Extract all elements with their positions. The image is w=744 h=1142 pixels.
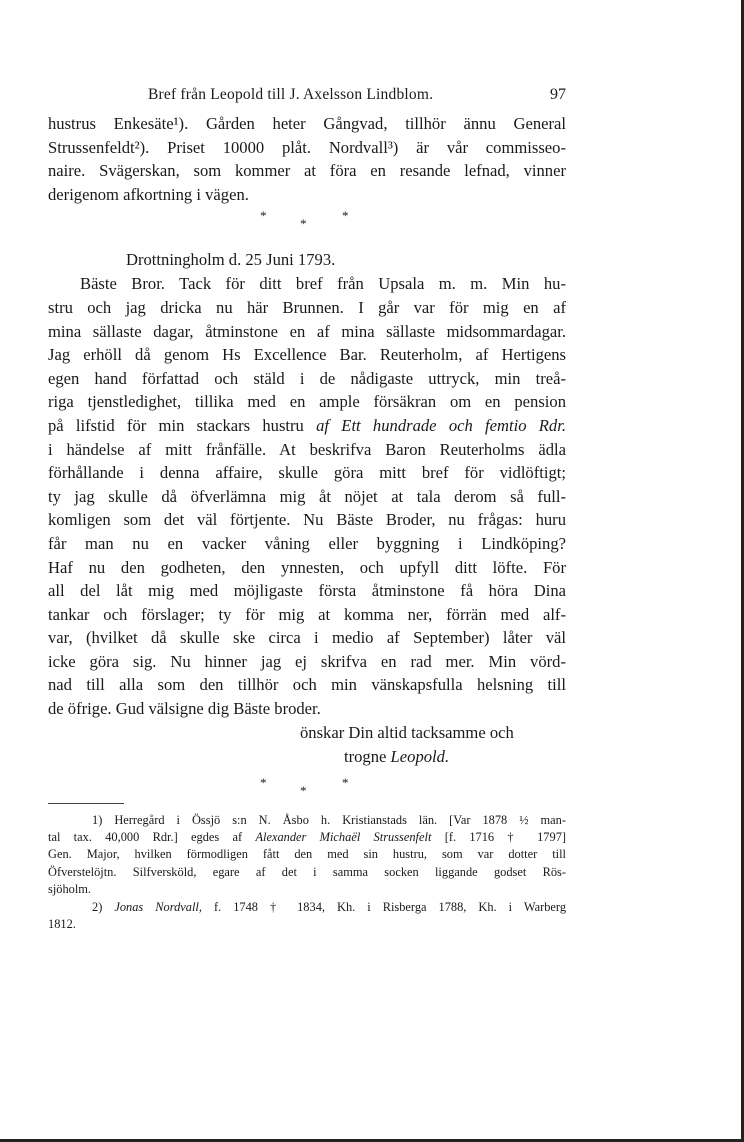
text-segment: f. 1748 † 1834, Kh. i Risberga 1788, Kh. i Warberg	[201, 899, 567, 914]
italic-amount: af Ett hundrade och femtio Rdr.	[316, 415, 566, 435]
text-line: i händelse af mitt frånfälle. At beskrifva Baron Reuterholms ädla	[48, 439, 566, 459]
asterisk: *	[342, 774, 349, 790]
footnote-line: sjöholm.	[48, 882, 92, 897]
asterisk: *	[260, 208, 267, 224]
asterisk: *	[300, 782, 307, 798]
letter-dateline: Drottningholm d. 25 Juni 1793.	[126, 250, 336, 270]
text-line: hustrus Enkesäte¹). Gården heter Gångvad, tillhör ännu General	[48, 114, 566, 133]
footnote-line: 1) Herregård i Össjö s:n N. Åsbo h. Kristianstads län. [Var 1878 ½ man-	[92, 812, 566, 827]
footnotes	[48, 812, 566, 934]
paragraph-continuation	[48, 112, 566, 206]
text-line: tankar och förslager; ty för mig at komma ner, förrän med alf-	[48, 604, 566, 624]
text-line: ty jag skulle då öfverlämna mig åt nöjet at tala derom så full-	[48, 486, 566, 506]
text-line: egen hand författad och stäld i de nådigaste uttryck, min treå-	[48, 368, 566, 388]
asterisk: *	[300, 216, 307, 232]
book-page	[48, 86, 566, 934]
page-header	[48, 86, 566, 112]
text-line: mina sällaste dagar, åtminstone en af mina sällaste midsommardagar.	[48, 321, 566, 341]
text-segment: tal tax. 40,000 Rdr.] egdes af	[48, 830, 256, 845]
text-line: förhållande i denna affaire, skulle göra mitt bref för vidlöftigt;	[48, 463, 566, 483]
text-line: Strussenfeldt²). Priset 10000 plåt. Nordvall³) är vår commisseo-	[48, 137, 566, 157]
text-line: Bäste Bror. Tack för ditt bref från Upsala m. m. Min hu-	[80, 274, 566, 294]
footnote-line: 1812.	[48, 917, 76, 932]
text-segment: på lifstid för min stackars hustru	[48, 415, 317, 435]
asterism-separator	[48, 206, 566, 246]
text-line: riga tjenstledighet, tillika med en ample försäkran om en pension	[48, 392, 566, 412]
text-line: Haf nu den godheten, den ynnesten, och upfyll ditt löfte. För	[48, 557, 566, 577]
signature-name: Leopold.	[390, 746, 450, 766]
text-line	[48, 414, 566, 438]
footnote-line: Öfverstelöjtn. Silfversköld, egare af det i samma socken liggande godset Rös-	[48, 864, 566, 879]
text-line: nad till alla som den tillhör och min vänskapsfulla helsning till	[48, 675, 566, 695]
asterisk: *	[342, 208, 349, 224]
letter-closing: önskar Din altid tacksamme och	[300, 722, 514, 742]
footnote-rule	[48, 803, 124, 804]
italic-name: Alexander Michaël Strussenfelt	[255, 830, 432, 845]
asterisk: *	[260, 774, 267, 790]
text-segment: 2)	[92, 899, 115, 914]
text-line: var, (hvilket då skulle ske circa i medio af September) låter väl	[48, 628, 566, 648]
text-line: får man nu en vacker våning eller byggning i Lindköping?	[48, 533, 566, 553]
footnote-line: Gen. Major, hvilken förmodligen fått den med sin hustru, som var dotter till	[48, 847, 566, 862]
asterism-separator	[48, 769, 566, 799]
page-number: 97	[550, 86, 566, 103]
text-line: icke göra sig. Nu hinner jag ej skrifva en rad mer. Min vörd-	[48, 651, 566, 671]
text-segment: trogne	[344, 746, 391, 766]
running-head: Bref från Leopold till J. Axelsson Lindblom.	[148, 86, 434, 103]
letter-body	[48, 272, 566, 720]
text-line: naire. Svägerskan, som kommer at föra en resande lefnad, vinner	[48, 161, 566, 181]
text-line: komligen som det väl förtjente. Nu Bäste Broder, nu frågas: huru	[48, 510, 566, 530]
text-segment: [f. 1716 † 1797]	[431, 830, 567, 845]
text-line: all del låt mig med möjligaste första åtminstone få höra Dina	[48, 581, 566, 601]
footnote-line	[48, 829, 566, 846]
italic-name: Jonas Nordvall,	[114, 899, 202, 914]
letter-signature	[48, 745, 566, 769]
text-line: Jag erhöll då genom Hs Excellence Bar. Reuterholm, af Hertigens	[48, 345, 566, 365]
text-line: de öfrige. Gud välsigne dig Bäste broder.	[48, 699, 321, 719]
text-line: stru och jag dricka nu här Brunnen. I går var för mig en af	[48, 297, 566, 317]
footnote-line	[48, 899, 566, 916]
text-line: derigenom afkortning i vägen.	[48, 184, 249, 204]
